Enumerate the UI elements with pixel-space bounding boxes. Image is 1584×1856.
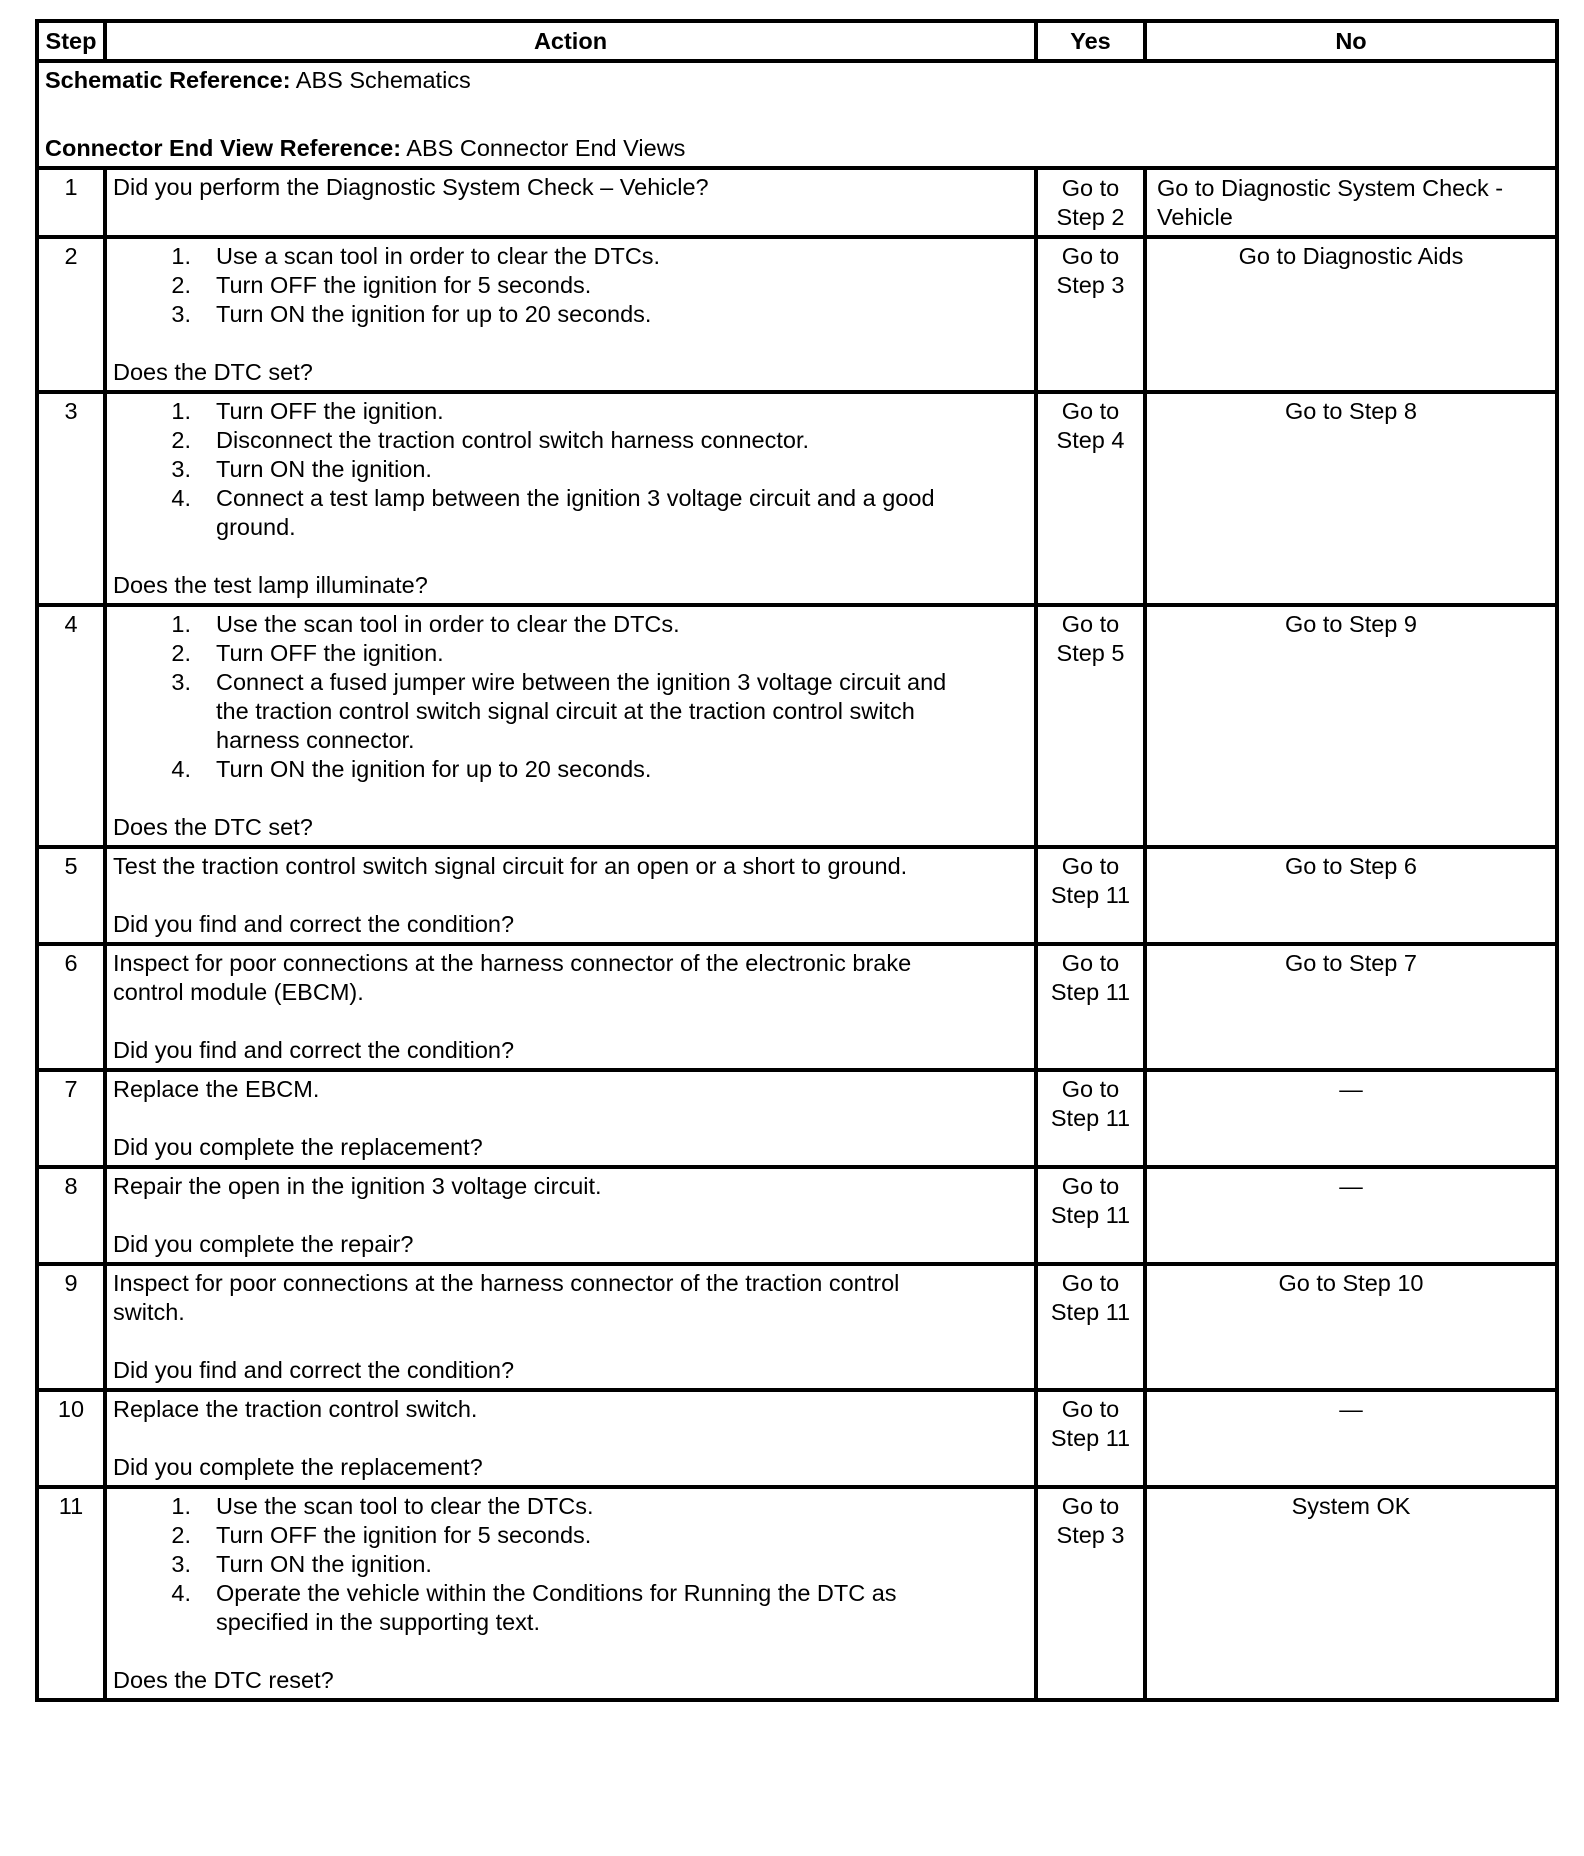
list-item: 1. Use the scan tool to clear the DTCs. — [171, 1493, 594, 1519]
no-cell: Go to Step 7 — [1145, 944, 1557, 1070]
header-action: Action — [105, 21, 1036, 61]
yes-line-2: Step 11 — [1050, 1202, 1131, 1228]
no-cell: Go to Step 8 — [1145, 392, 1557, 605]
yes-line-2: Step 4 — [1056, 427, 1125, 453]
list-item: 3. Turn ON the ignition for up to 20 seconds. — [171, 301, 652, 327]
action-question: Did you complete the replacement? — [113, 1134, 483, 1160]
step-number: 4 — [37, 605, 105, 847]
yes-line-1: Go to — [1061, 1076, 1120, 1102]
no-cell — [1145, 168, 1557, 237]
yes-cell — [1036, 1070, 1145, 1167]
list-item: 2. Turn OFF the ignition. — [171, 640, 444, 666]
yes-cell — [1036, 944, 1145, 1070]
list-item: 4. Connect a test lamp between the ignition 3 voltage circuit and a good ground. — [171, 485, 935, 540]
no-cell: Go to Step 10 — [1145, 1264, 1557, 1390]
step-number: 1 — [37, 168, 105, 237]
table-row — [37, 392, 1557, 605]
yes-line-2: Step 2 — [1056, 203, 1125, 230]
yes-line-2: Step 11 — [1050, 1299, 1131, 1325]
action-question: Does the DTC set? — [113, 814, 313, 840]
action-question: Did you complete the repair? — [113, 1231, 414, 1257]
no-cell: — — [1145, 1390, 1557, 1487]
step-number: 6 — [37, 944, 105, 1070]
action-text: Inspect for poor connections at the harness connector of the electronic brake control module (EBCM). — [113, 950, 912, 1005]
yes-cell — [1036, 847, 1145, 944]
action-question: Does the test lamp illuminate? — [113, 572, 428, 598]
no-cell: — — [1145, 1167, 1557, 1264]
yes-cell — [1036, 392, 1145, 605]
step-number: 7 — [37, 1070, 105, 1167]
action-question: Did you complete the replacement? — [113, 1454, 483, 1480]
yes-line-2: Step 11 — [1050, 1425, 1131, 1451]
step-number: 3 — [37, 392, 105, 605]
table-row — [37, 1487, 1557, 1700]
step-number: 10 — [37, 1390, 105, 1487]
schematic-reference-label: Schematic Reference: — [45, 67, 291, 93]
table-row — [37, 605, 1557, 847]
yes-cell — [1036, 1487, 1145, 1700]
header-yes: Yes — [1036, 21, 1145, 61]
step-number: 5 — [37, 847, 105, 944]
header-row — [37, 21, 1557, 61]
yes-line-1: Go to — [1061, 1173, 1120, 1199]
no-cell: Go to Step 6 — [1145, 847, 1557, 944]
no-cell: Go to Step 9 — [1145, 605, 1557, 847]
header-no: No — [1145, 21, 1557, 61]
list-item: 4. Turn ON the ignition for up to 20 seconds. — [171, 756, 652, 782]
yes-cell — [1036, 168, 1145, 237]
action-text: Repair the open in the ignition 3 voltage circuit. — [113, 1173, 602, 1199]
step-number: 2 — [37, 237, 105, 392]
yes-line-1: Go to — [1061, 1396, 1120, 1422]
yes-cell — [1036, 605, 1145, 847]
yes-line-2: Step 11 — [1050, 882, 1131, 908]
table-row — [37, 1070, 1557, 1167]
list-item: 1. Use the scan tool in order to clear the DTCs. — [171, 611, 680, 637]
action-text: Replace the EBCM. — [113, 1076, 320, 1102]
action-cell — [105, 1070, 1036, 1167]
table-row — [37, 1264, 1557, 1390]
connector-reference — [45, 134, 1549, 163]
header-step: Step — [37, 21, 105, 61]
no-line-1: Go to Diagnostic System Check - — [1157, 175, 1504, 201]
action-steps-list — [113, 1492, 1028, 1637]
yes-line-2: Step 3 — [1056, 1522, 1125, 1548]
yes-line-1: Go to — [1061, 1270, 1120, 1296]
schematic-reference-value: ABS Schematics — [290, 67, 471, 93]
action-steps-list — [113, 397, 1028, 542]
yes-line-2: Step 11 — [1050, 979, 1131, 1005]
table-row — [37, 847, 1557, 944]
action-cell — [105, 1487, 1036, 1700]
list-item: 1. Use a scan tool in order to clear the DTCs. — [171, 243, 661, 269]
action-text: Replace the traction control switch. — [113, 1396, 478, 1422]
action-question: Did you find and correct the condition? — [113, 911, 515, 937]
list-item: 1. Turn OFF the ignition. — [171, 398, 444, 424]
action-cell — [105, 1390, 1036, 1487]
list-item: 3. Turn ON the ignition. — [171, 456, 432, 482]
table-row — [37, 168, 1557, 237]
yes-line-1: Go to — [1061, 853, 1120, 879]
list-item: 3. Turn ON the ignition. — [171, 1551, 432, 1577]
yes-line-1: Go to — [1061, 398, 1120, 424]
action-text: Did you perform the Diagnostic System Check – Vehicle? — [113, 174, 709, 200]
action-question: Does the DTC reset? — [113, 1667, 334, 1693]
action-question: Did you find and correct the condition? — [113, 1357, 515, 1383]
schematic-reference — [45, 66, 1549, 95]
action-cell — [105, 847, 1036, 944]
action-cell — [105, 1167, 1036, 1264]
no-cell: Go to Diagnostic Aids — [1145, 237, 1557, 392]
list-item: 2. Turn OFF the ignition for 5 seconds. — [171, 272, 592, 298]
no-cell: System OK — [1145, 1487, 1557, 1700]
yes-line-1: Go to — [1061, 611, 1120, 637]
reference-row — [37, 61, 1557, 168]
yes-cell — [1036, 1167, 1145, 1264]
step-number: 9 — [37, 1264, 105, 1390]
step-number: 11 — [37, 1487, 105, 1700]
action-steps-list — [113, 242, 1028, 329]
yes-cell — [1036, 1264, 1145, 1390]
table-row — [37, 237, 1557, 392]
no-line-2: Vehicle — [1157, 204, 1233, 230]
yes-line-1: Go to — [1061, 174, 1120, 201]
table-row — [37, 944, 1557, 1070]
action-cell — [105, 1264, 1036, 1390]
action-cell — [105, 944, 1036, 1070]
connector-reference-label: Connector End View Reference: — [45, 135, 402, 161]
list-item: 2. Disconnect the traction control switch harness connector. — [171, 427, 810, 453]
diagnostic-table — [35, 19, 1559, 1702]
yes-line-1: Go to — [1061, 1493, 1120, 1519]
list-item: 3. Connect a fused jumper wire between the ignition 3 voltage circuit and the traction control switch signal circuit at the traction control switch harness connector. — [171, 669, 947, 753]
yes-line-2: Step 5 — [1056, 640, 1125, 666]
reference-cell — [37, 61, 1557, 168]
action-cell — [105, 605, 1036, 847]
yes-line-2: Step 3 — [1056, 272, 1125, 298]
yes-line-1: Go to — [1061, 950, 1120, 976]
list-item: 4. Operate the vehicle within the Conditions for Running the DTC as specified in the supporting text. — [171, 1580, 897, 1635]
yes-cell — [1036, 1390, 1145, 1487]
table-row — [37, 1167, 1557, 1264]
action-question: Does the DTC set? — [113, 359, 313, 385]
yes-line-2: Step 11 — [1050, 1105, 1131, 1131]
action-cell — [105, 237, 1036, 392]
step-number: 8 — [37, 1167, 105, 1264]
yes-line-1: Go to — [1061, 243, 1120, 269]
action-text: Inspect for poor connections at the harness connector of the traction control switch. — [113, 1270, 900, 1325]
yes-cell — [1036, 237, 1145, 392]
action-cell — [105, 392, 1036, 605]
action-steps-list — [113, 610, 1028, 784]
no-cell: — — [1145, 1070, 1557, 1167]
action-cell — [105, 168, 1036, 237]
action-question: Did you find and correct the condition? — [113, 1037, 515, 1063]
action-text: Test the traction control switch signal circuit for an open or a short to ground. — [113, 853, 908, 879]
connector-reference-value: ABS Connector End Views — [401, 135, 686, 161]
table-row — [37, 1390, 1557, 1487]
list-item: 2. Turn OFF the ignition for 5 seconds. — [171, 1522, 592, 1548]
